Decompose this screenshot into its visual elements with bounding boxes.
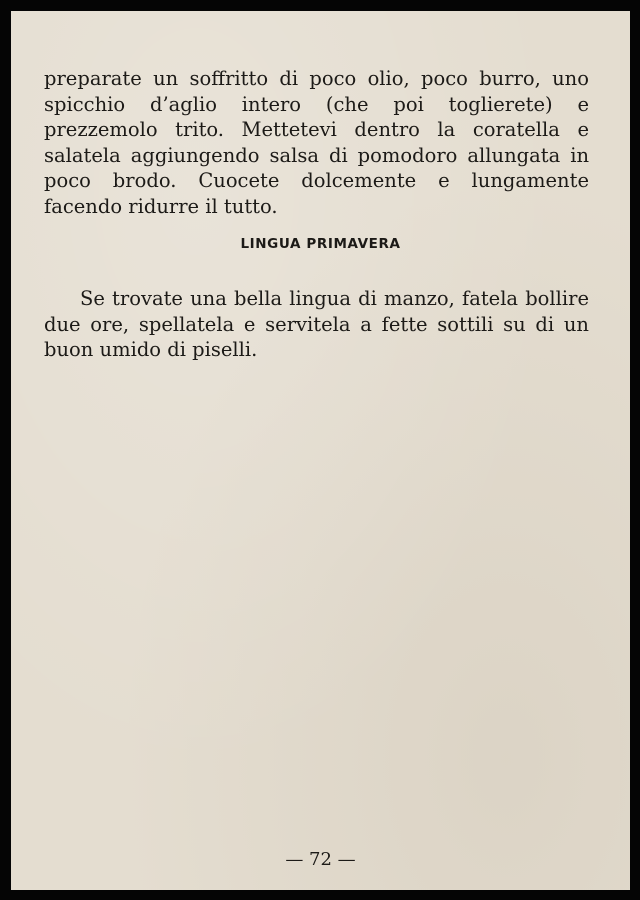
recipe-title: LINGUA PRIMAVERA — [240, 236, 401, 252]
recipe-body-paragraph-continued: preparate un soffritto di poco olio, poco burro, uno spicchio d’aglio intero (che poi toglierete) e prezzemolo trito. Mettetevi dentro la coratella e salatela aggiungendo salsa di pomodoro allungata in poco brodo. Cuocete dolcemente e lungamente facendo ridurre il tutto. — [44, 67, 589, 218]
book-page — [11, 11, 630, 890]
page-number: — 72 — — [285, 849, 356, 870]
recipe-body-paragraph: Se trovate una bella lingua di manzo, fatela bollire due ore, spellatela e servitela a fette sottili su di un buon umido di piselli. — [44, 287, 589, 361]
